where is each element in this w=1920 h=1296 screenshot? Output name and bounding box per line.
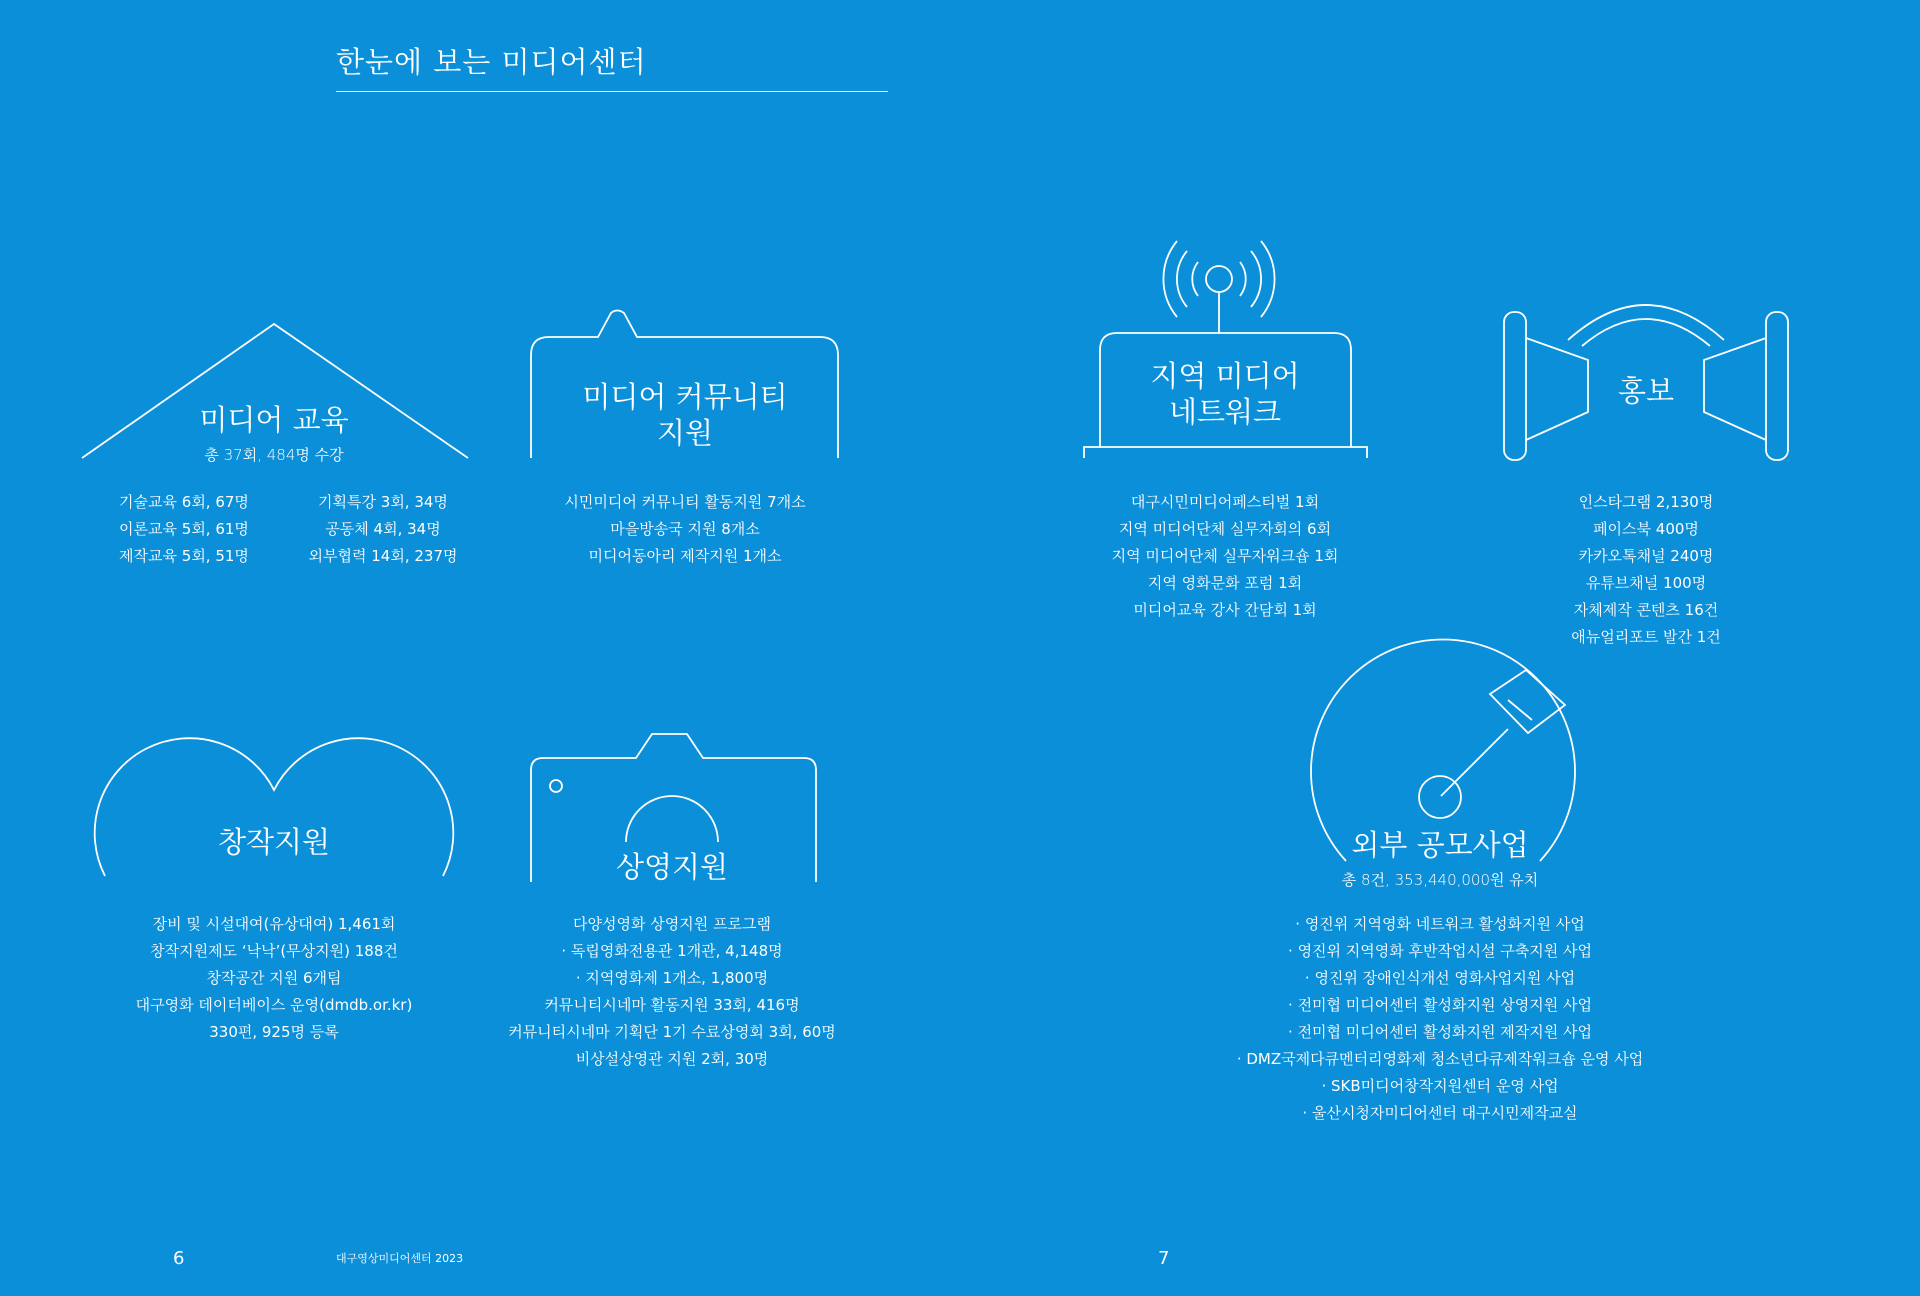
list-item: 장비 및 시설대여(유상대여) 1,461회 [152,915,396,933]
list-item: · 지역영화제 1개소, 1,800명 [575,969,769,987]
list-item: 창작공간 지원 6개팀 [206,969,342,987]
list-item: 인스타그램 2,130명 [1578,493,1714,511]
list-item: 대구시민미디어페스티벌 1회 [1130,493,1320,511]
screening-support-list [477,911,867,1073]
media-education-list-col1 [100,489,268,570]
list-item: 커뮤니티시네마 기획단 1기 수료상영회 3회, 60명 [508,1023,836,1041]
list-item: 카카오톡채널 240명 [1578,547,1714,565]
publication-name: 대구영상미디어센터 2023 [336,1252,464,1265]
media-education-list-col2 [288,489,478,570]
media-community-title-line2: 지원 [656,416,714,451]
list-item: 제작교육 5회, 51명 [119,547,249,565]
list-item: 창작지원제도 ‘낙낙’(무상지원) 188건 [150,942,398,960]
list-item: 지역 미디어단체 실무자워크숍 1회 [1111,547,1339,565]
list-item: 외부협력 14회, 237명 [308,547,458,565]
list-item: · SKB미디어창작지원센터 운영 사업 [1321,1077,1559,1095]
list-item: 공동체 4회, 34명 [325,520,441,538]
list-item: 유튜브채널 100명 [1585,574,1707,592]
list-item: 330편, 925명 등록 [209,1023,339,1041]
list-item: · 영진위 장애인식개선 영화사업지원 사업 [1304,969,1576,987]
regional-network-list [1060,489,1390,624]
list-item: 지역 영화문화 포럼 1회 [1147,574,1303,592]
regional-network-label [1100,358,1350,431]
list-item: · 영진위 지역영화 네트워크 활성화지원 사업 [1295,915,1585,933]
creation-support-list [104,911,444,1046]
list-item: 마을방송국 지원 8개소 [610,520,760,538]
list-item: 지역 미디어단체 실무자회의 6회 [1118,520,1332,538]
list-item: 커뮤니티시네마 활동지원 33회, 416명 [544,996,800,1014]
list-item: 기술교육 6회, 67명 [119,493,249,511]
promotion-label [1586,373,1706,409]
list-item: 다양성영화 상영지원 프로그램 [573,915,771,933]
creation-support-label [174,824,374,860]
list-item: 미디어동아리 제작지원 1개소 [588,547,782,565]
list-item: 시민미디어 커뮤니티 활동지원 7개소 [564,493,806,511]
media-education-label [154,402,394,465]
list-item: · 울산시청자미디어센터 대구시민제작교실 [1302,1104,1578,1122]
list-item: 자체제작 콘텐츠 16건 [1573,601,1719,619]
list-item: · 영진위 지역영화 후반작업시설 구축지원 사업 [1288,942,1592,960]
list-item: 이론교육 5회, 61명 [119,520,249,538]
list-item: 비상설상영관 지원 2회, 30명 [575,1050,769,1068]
list-item: · 전미협 미디어센터 활성화지원 상영지원 사업 [1288,996,1592,1014]
regional-network-title-line1: 지역 미디어 [1150,359,1300,393]
creation-support-title: 창작지원 [217,825,331,859]
external-projects-list [1200,911,1680,1127]
media-community-title-line1: 미디어 커뮤니티 [582,380,788,414]
right-page-number: 7 [1158,1248,1170,1269]
external-projects-title: 외부 공모사업 [1351,828,1529,862]
screening-support-title: 상영지원 [615,850,729,884]
media-education-title: 미디어 교육 [199,403,349,437]
list-item: 대구영화 데이터베이스 운영(dmdb.or.kr) [135,996,413,1014]
list-item: · DMZ국제다큐멘터리영화제 청소년다큐제작워크숍 운영 사업 [1236,1050,1644,1068]
list-item: 기획특강 3회, 34명 [318,493,448,511]
screening-support-label [572,849,772,885]
external-projects-label [1300,827,1580,890]
promotion-list [1506,489,1786,651]
media-community-label [545,379,825,452]
promotion-title: 홍보 [1617,374,1675,408]
list-item: 애뉴얼리포트 발간 1건 [1571,628,1721,646]
list-item: 미디어교육 강사 간담회 1회 [1133,601,1317,619]
page-title: 한눈에 보는 미디어센터 [336,40,888,92]
media-education-total: 총 37회, 484명 수강 [204,446,344,465]
list-item: · 전미협 미디어센터 활성화지원 제작지원 사업 [1288,1023,1592,1041]
media-community-list [520,489,850,570]
external-projects-total: 총 8건, 353,440,000원 유치 [1341,871,1539,890]
regional-network-title-line2: 네트워크 [1168,395,1282,430]
left-page-number: 6 [173,1248,185,1269]
list-item: · 독립영화전용관 1개관, 4,148명 [561,942,783,960]
list-item: 페이스북 400명 [1593,520,1699,538]
